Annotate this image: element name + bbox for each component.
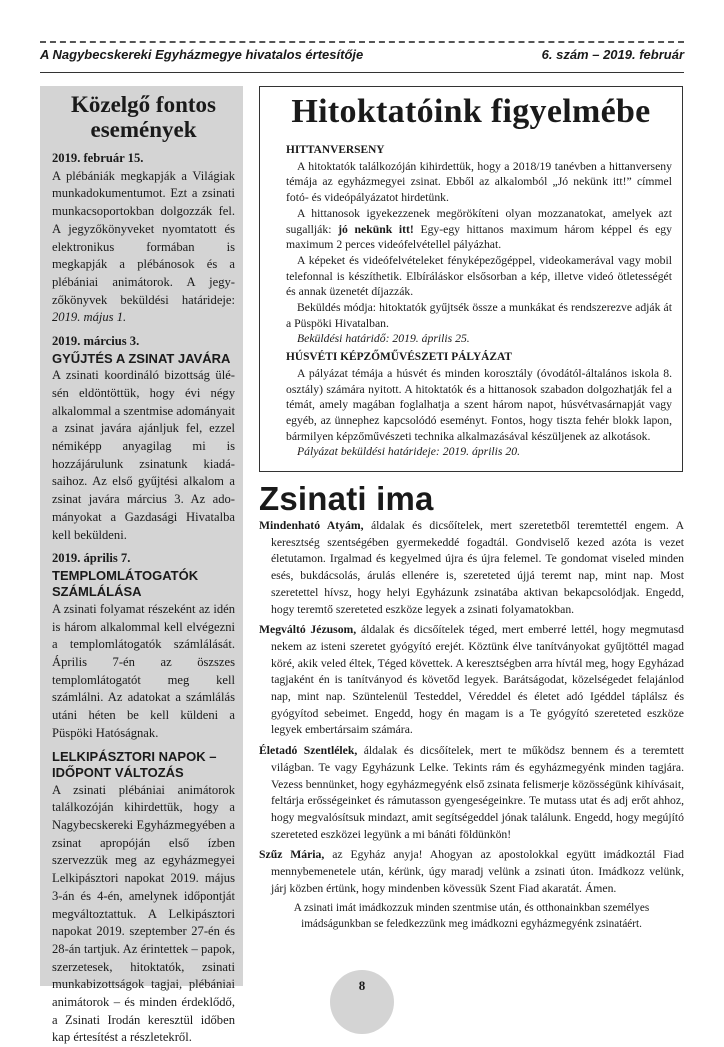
event-date: 2019. március 3. [52, 334, 140, 349]
prayer-title: Zsinati ima [259, 480, 434, 517]
prayer-lead: Megváltó Jézusom, [259, 623, 357, 637]
sidebar-title: Közelgő fontos események [70, 92, 216, 142]
section-deadline: Beküldési határidő: 2019. április 25. [297, 332, 470, 346]
section-heading: HÚSVÉTI KÉPZŐMŰVÉSZETI PÁLYÁZAT [286, 351, 512, 364]
event-date: 2019. április 7. [52, 551, 131, 566]
prayer-body [259, 518, 684, 933]
emphasis-text: jó nekünk itt! [338, 222, 414, 236]
box-title: Hitoktatóink figyelmébe [291, 93, 651, 130]
prayer-lead: Mindenható Atyám, [259, 519, 364, 532]
event-deadline: 2019. május 1. [52, 310, 127, 325]
header-publication-title: A Nagybecskereki Egyházmegye hivatalos értesítője [40, 47, 364, 62]
section-paragraph: A képeket és videófelvételeket fényképezőgéppel, videokamerával vagy mobil telefonnal is készíthetik. Elbíráláskor elsősorban a kép, illetve videó ötletességét és annak üzenetét díjazzák. [286, 253, 672, 299]
prayer-paragraph: Életadó Szentlélek, áldalak és dicsőítelek, mert te működsz bennem és a teremtett világban. Te vagy Egyházunk Lelke. Tekints rám és egyházmegyénk minden tagjára. Vezess bennünket, hogy egyházmegyénk első zsinata felismerje közösségünk kihívásait, feltárja erősségeinket és rámutasson gyengeségeinkre. Te mutass utat és adj erőt ahhoz, hogy megvalósítsuk mindazt, amit segítségeddel jónak találunk. Engedd, hogy megújító szereteted eszközei legyünk a mi bánáti földünkön! [259, 744, 685, 841]
event-text: A zsinati plébániai animátorok találkozóján kihirdettük, hogy a Nagybecskereki Egyházmegyében a zsinat apropóján első ízben szervezzük meg az egyházmegyei Lelkipásztori napokat 2019. május 3-án és 4-én, amelynek időpontját megváltoztattuk. A Lelkipásztori napokat 2019. szeptember 27-én és 28-án tartjuk. Az érintettek – papok, szerzetesek, hitoktatók, zsinati munkabizottságok tagjai, plébániai animátorok – és minden érdeklődő, a Zsinati Irodán keresztül időben kap értesítést a részletekről. [52, 782, 235, 1045]
event-date: 2019. február 15. [52, 151, 144, 165]
section-heading: HITTANVERSENY [286, 144, 385, 156]
section-paragraph: Beküldés módja: hitoktatók gyűjtsék össze a munkákat és rendszerezve adják át a Püspöki Hivatalban. [286, 301, 672, 330]
event-text: A zsinati koordináló bizottság ülésén eldöntöttük, hogy évi négy alkalommal a szentmise adományait a zsinat javára ajánljuk fel, ezzel némiképp anyagilag mi is hozzájárulunk zsinatunk kiadásaihoz. Az első gyűjtési alkalom a zsinat javára március 3. Az adományokat a Gazdasági Hivatalba kell beküldeni. [52, 368, 235, 542]
running-header [40, 47, 684, 65]
prayer-lead: Életadó Szentlélek, [259, 744, 358, 758]
prayer-paragraph: Megváltó Jézusom, áldalak és dicsőítelek téged, mert emberré lettél, hogy megmutasd nekem az isteni szeretet gyógyító erejét. Köztünk élve tanítványokat gyűjtöttél magad köré, akik veled éltek, Téged követtek. A keresztségben arra hívtál meg, hogy Egyházad tagjaként én is tanítványod és követőd legyek. Barátságodat, közelségedet felajánlod nap, mint nap. Szüntelenül Testeddel, Véreddel és életet adó Igéddel táplálsz és gyógyítod sebeimet. Engedd, hogy én magam is a Te gyógyító szereteted eszköze legyek embertársaim számára. [259, 623, 685, 737]
header-issue-info: 6. szám – 2019. február [541, 47, 684, 62]
prayer-paragraph: Szűz Mária, az Egyház anyja! Ahogyan az apostolokkal együtt imádkoztál Fiad mennybemenetele után, kérünk, úgy maradj velünk a zsinati úton. Imádkozz velünk, járj közben értünk, hogy mindenben kövessük Szent Fiad akaratát. Ámen. [259, 848, 685, 895]
page-number: 8 [330, 970, 394, 1034]
prayer-lead: Szűz Mária, [259, 848, 325, 862]
section-paragraph: A hitoktatók találkozóján kihirdettük, hogy a 2018/19 tanévben a hittanverseny témája az egyházmegyei zsinat. Ebből az alkalomból „Jó nekünk itt!” címmel fotó- és videópályázatot hirdetünk. [286, 159, 672, 205]
prayer-footnote: A zsinati imát imádkozzuk minden szentmise után, és otthonainkban személyes imádságunkban se feledkezzünk meg imádkozni egyházmegyénk zsinatáért. [293, 902, 650, 931]
section-paragraph: A hittanosok igyekezzenek megörökíteni olyan mozzanatokat, amelyek azt sugallják: jó nekünk itt! Egy-egy hittanos maximum három képpel és egy maximum 2 perces videófelvétellel pályázhat. [286, 206, 672, 252]
event-heading: GYŰJTÉS A ZSINAT JAVÁRA [52, 350, 231, 366]
event-text: A plébániák megkapják a Világiak munkadokumentumot. Ezt a zsinati munkacsoportokban dolgozzák fel. A jegyzőkönyveket nyomtatott és elektronikus formában is megkapják a plébánosok és a plébániai animátorok. A jegyzőkönyvek beküldési határideje: 2019. május 1. [52, 168, 235, 325]
section-paragraph: A pályázat témája a húsvét és minden korosztály (óvodától-általános iskola 8. osztály) számára nyitott. A hitoktatók és a hittanosok szabadon dolgozhatják fel a témát, amely magában foglalhatja a szent három napot, húsvétvasárnapját vagy egyéb, az ünnephez kapcsolódó eseményt. Fontos, hogy tiszta fehér blokk lapon, bármilyen képzőművészeti technika alkalmazásával készüljenek az alkotások. [286, 366, 672, 443]
events-sidebar [40, 86, 243, 1045]
event-heading: LELKIPÁSZTORI NAPOK – IDŐPONT VÁLTOZÁS [52, 748, 217, 781]
top-dashed-rule [40, 41, 684, 43]
catechists-notice-box [259, 86, 683, 472]
event-text: A zsinati folyamat részeként az idén is három alkalommal kell elvégezni a templomlátogatók számlálását. Április 7-én az öszszes templomlátogatót meg kell számlálni. Az adatokat a számlálás utáni héten be kell küldeni a Püspöki Hatóságnak. [52, 601, 235, 740]
section-deadline: Pályázat beküldési határideje: 2019. április 20. [297, 445, 521, 459]
event-heading: TEMPLOMLÁTOGATÓK SZÁMLÁLÁSA [52, 567, 199, 600]
prayer-paragraph: Mindenható Atyám, áldalak és dicsőítelek, mert szeretetből teremtettél engem. A keresztség szentségében gyermekeddé fogadtál. Gondviselő kezed azóta is vezet életutamon. Irgalmad és kegyelmed újra és újra felemel. Te gondomat viseled minden esés, bukdácsolás, árulás ellenére is, szereteted újjá teremt nap, mint nap. Most szeretettel hívsz, hogy helyi Egyházunk zsinatába aktivan bekapcsolódjak. Engedd, hogy teremtő szereteted eszköze legyek a zsinati folyamatokban. [259, 519, 685, 616]
header-rule [40, 72, 684, 73]
